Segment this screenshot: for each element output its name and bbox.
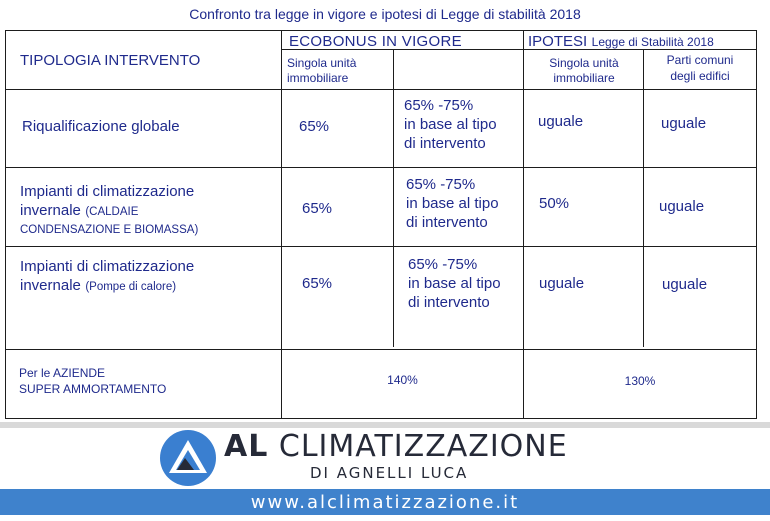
cell-ipotesi-singola: 50%	[539, 195, 570, 212]
cell-singola: 65%	[302, 275, 333, 292]
subheader-line: Parti comuni	[666, 53, 734, 67]
range-line: 65% -75%	[404, 97, 474, 114]
label-line: SUPER AMMORTAMENTO	[19, 382, 167, 396]
subheader-singola-vigore	[287, 56, 356, 86]
column-divider	[281, 30, 282, 419]
row-label	[20, 182, 198, 239]
table-border-right	[756, 30, 757, 419]
subheader-line: degli edifici	[670, 69, 730, 83]
label-line: Impianti di climatizzazione	[20, 258, 195, 275]
subheader-singola-ipotesi	[528, 56, 640, 86]
range-line: di intervento	[408, 294, 490, 311]
subheader-line: Singola unità	[549, 56, 619, 70]
row-divider	[5, 349, 757, 350]
cell-ipotesi-parti: uguale	[661, 115, 707, 132]
cell-aziende-vigore: 140%	[387, 373, 418, 387]
header-ipotesi-bold: IPOTESI	[528, 33, 588, 50]
table-border-bottom	[5, 418, 757, 419]
range-line: 65% -75%	[406, 176, 476, 193]
subheader-line: immobiliare	[287, 71, 349, 85]
cell-ipotesi-parti: uguale	[662, 276, 708, 293]
logo-rest: CLIMATIZZAZIONE	[278, 429, 568, 464]
cell-range	[406, 175, 499, 232]
cell-ipotesi-singola: uguale	[538, 113, 584, 130]
triangle-logo-icon	[158, 428, 218, 488]
label-note: CONDENSAZIONE E BIOMASSA)	[20, 224, 199, 236]
range-line: in base al tipo	[408, 275, 501, 292]
subheader-parti-comuni	[648, 52, 752, 84]
header-ipotesi-rest: Legge di Stabilità 2018	[591, 35, 714, 49]
label-line: Impianti di climatizzazione	[20, 183, 195, 200]
range-line: di intervento	[406, 214, 488, 231]
page-title: Confronto tra legge in vigore e ipotesi di Legge di stabilità 2018	[189, 6, 581, 22]
header-ipotesi	[528, 33, 714, 51]
subheader-line: Singola unità	[287, 56, 357, 70]
divider-band	[0, 422, 770, 428]
range-line: in base al tipo	[406, 195, 499, 212]
column-divider	[393, 49, 394, 347]
label-note: (Pompe di calore)	[85, 281, 177, 293]
table-border-left	[5, 30, 6, 419]
row-label: Riqualificazione globale	[22, 118, 180, 135]
cell-range	[404, 96, 497, 153]
label-note: (CALDAIE	[85, 206, 139, 218]
table-border-top	[5, 30, 757, 31]
label-line: Per le AZIENDE	[19, 366, 106, 380]
cell-aziende-ipotesi: 130%	[624, 374, 656, 388]
header-tipologia: TIPOLOGIA INTERVENTO	[20, 52, 201, 69]
row-label	[20, 257, 194, 297]
range-line: in base al tipo	[404, 116, 497, 133]
row-divider	[5, 167, 757, 168]
logo-bold: AL	[224, 429, 269, 464]
cell-singola: 65%	[302, 200, 333, 217]
footer-banner	[0, 489, 770, 515]
cell-singola: 65%	[299, 118, 330, 135]
header-ecobonus: ECOBONUS IN VIGORE	[289, 33, 462, 50]
cell-ipotesi-parti: uguale	[659, 198, 705, 215]
row-divider	[5, 246, 757, 247]
label-line: invernale	[20, 277, 81, 294]
website-link[interactable]: www.alclimatizzazione.it	[250, 492, 520, 513]
label-line: invernale	[20, 202, 81, 219]
logo-subtitle: DI AGNELLI LUCA	[310, 464, 469, 482]
column-divider	[643, 49, 644, 347]
row-label	[19, 365, 166, 397]
column-divider	[523, 30, 524, 419]
cell-ipotesi-singola: uguale	[539, 275, 585, 292]
logo-name	[224, 430, 568, 464]
row-divider	[5, 89, 757, 90]
cell-range	[408, 255, 501, 312]
range-line: di intervento	[404, 135, 486, 152]
subheader-line: immobiliare	[553, 71, 615, 85]
range-line: 65% -75%	[408, 256, 478, 273]
